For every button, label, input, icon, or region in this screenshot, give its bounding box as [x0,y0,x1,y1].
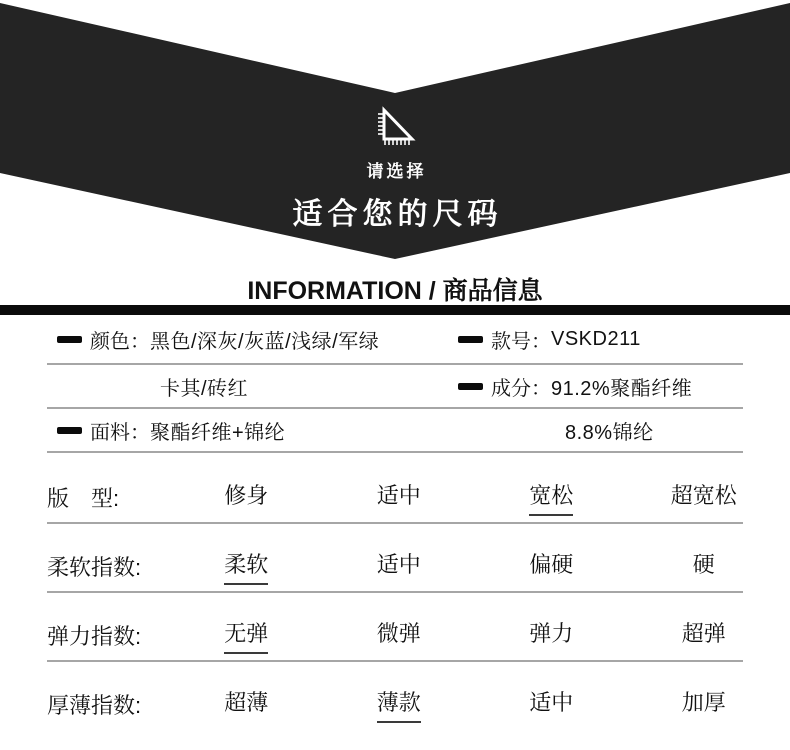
attr-row-fit [47,455,780,524]
attr-option: 弹力 [529,621,574,646]
info-cell-composition [458,365,692,407]
attr-option: 超弹 [681,621,726,646]
info-cell-color-cont [47,365,248,407]
info-cell-fabric [47,409,285,451]
info-row [47,365,743,409]
attr-option: 宽松 [475,479,628,516]
attr-label: 柔软指数: [47,555,142,580]
banner-chevron [0,0,790,262]
attr-option: 柔软 [170,548,323,585]
attr-row-elasticity [47,593,780,662]
attr-row-softness [47,524,780,593]
info-value: 卡其/砖红 [160,377,249,400]
dash-bullet [57,336,82,343]
dash-bullet [458,336,483,343]
attr-option: 适中 [376,552,421,577]
attr-option: 微弹 [376,621,421,646]
attr-table [47,455,780,731]
dash-bullet [57,427,82,434]
attr-option: 偏硬 [529,552,574,577]
divider-bar [0,305,790,315]
dash-bullet [458,383,483,390]
attr-label: 版 型: [47,486,120,511]
triangle-ruler-icon [374,106,416,148]
info-label: 颜色： [90,330,150,353]
info-row [47,315,743,365]
info-label: 成分： [491,377,551,400]
info-label: 面料： [90,421,150,444]
info-value: VSKD211 [551,327,641,350]
attr-option: 加厚 [681,690,726,715]
section-title: INFORMATION / 商品信息 [247,277,543,305]
banner-subtitle: 请选择 [366,162,427,181]
attr-option: 适中 [376,483,421,508]
banner-title: 适合您的尺码 [292,198,503,231]
attr-option: 薄款 [323,686,476,723]
info-cell-color [47,315,379,363]
attr-label: 弹力指数: [47,624,142,649]
attr-row-thickness [47,662,780,731]
attr-option: 超宽松 [670,483,737,508]
info-value: 91.2%聚酯纤维 [551,377,693,400]
info-value: 8.8%锦纶 [565,421,654,444]
attr-option: 硬 [692,552,715,577]
info-value: 黑色/深灰/灰蓝/浅绿/军绿 [150,330,380,353]
attr-option: 适中 [529,690,574,715]
attr-option: 无弹 [170,617,323,654]
info-cell-composition-cont [565,409,654,451]
info-cell-style-no [458,315,641,363]
info-label: 款号： [491,330,551,353]
info-row [47,409,743,453]
attr-label: 厚薄指数: [47,693,142,718]
info-grid [47,315,743,453]
attr-option: 修身 [224,483,269,508]
attr-option: 超薄 [224,690,269,715]
info-value: 聚酯纤维+锦纶 [150,421,286,444]
